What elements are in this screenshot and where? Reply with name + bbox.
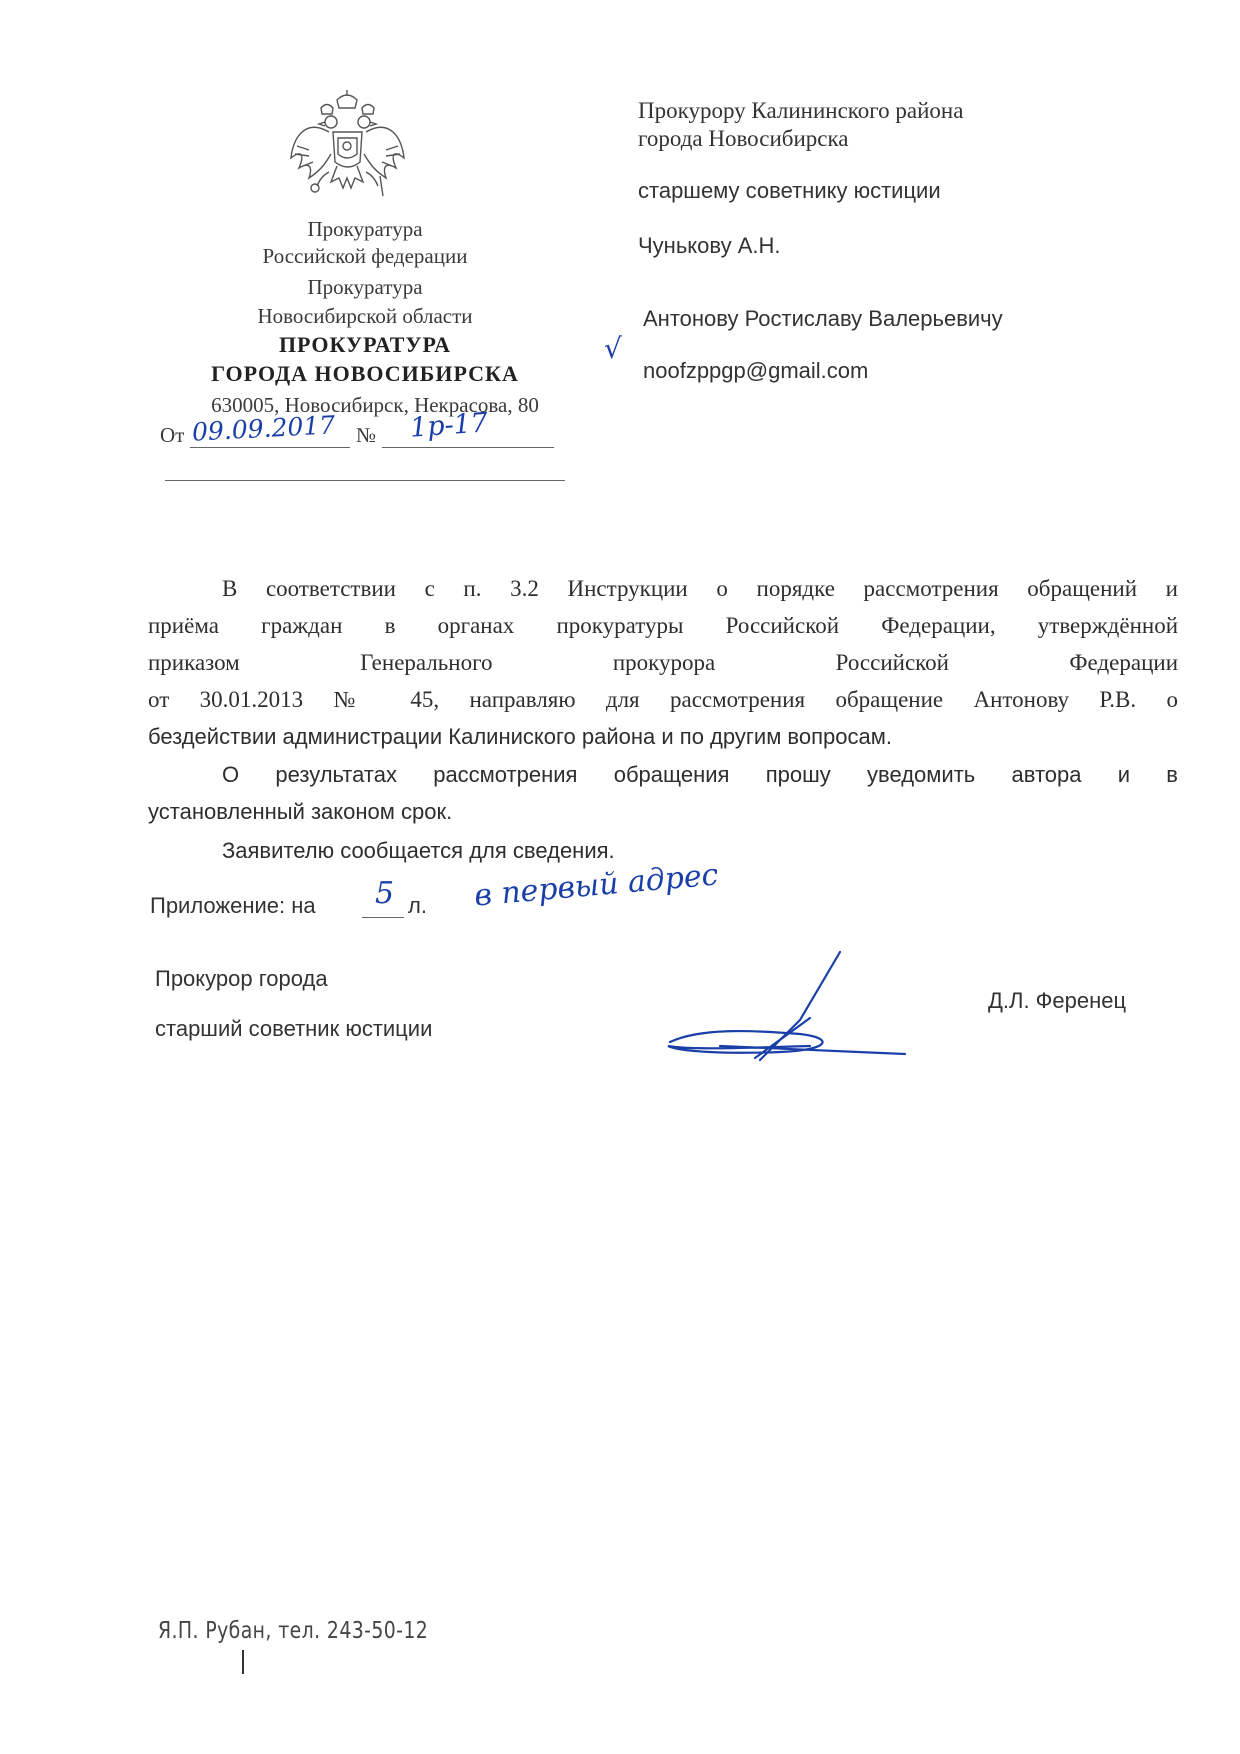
attachment-count: 5 (375, 876, 395, 911)
executor-contact: Я.П. Рубан, тел. 243-50-12 (158, 1618, 429, 1644)
body-p1-line-3: приказом Генерального прокурора Российской Федерации (148, 650, 1178, 675)
letterhead-blank-line (165, 480, 565, 481)
letterhead-org-bold-2: ГОРОДА НОВОСИБИРСКА (211, 361, 519, 386)
coat-of-arms-emblem (285, 88, 410, 213)
letterhead-line-2: Российской федерации (262, 244, 468, 268)
scan-mark (242, 1650, 244, 1674)
letterhead-address: 630005, Новосибирск, Некрасова, 80 (211, 393, 539, 417)
copy-recipient-email: noofzppgp@gmail.com (643, 358, 869, 383)
number-underline (382, 447, 554, 448)
addressee-line-2: города Новосибирска (638, 126, 849, 151)
number-handwritten: 1р-17 (409, 407, 489, 444)
addressee-line-1: Прокурору Калининского района (638, 98, 964, 123)
check-mark-icon: √ (604, 332, 622, 365)
body-p2-line-1: О результатах рассмотрения обращения прошу уведомить автора и в (222, 762, 1178, 787)
body-p1-line-5: бездействии администрации Калиниского района и по другим вопросам. (148, 724, 892, 749)
addressee-name: Чунькову А.Н. (638, 233, 781, 258)
attachment-count-underline (362, 917, 404, 918)
copy-recipient: Антонову Ростиславу Валерьевичу (643, 306, 1003, 331)
addressee-rank: старшему советнику юстиции (638, 178, 941, 203)
attachment-handwritten-note: в первый адрес (472, 857, 720, 914)
attachment-label: Приложение: на (150, 893, 316, 918)
attachment-unit: л. (408, 893, 427, 918)
letterhead-line-4: Новосибирской области (257, 304, 473, 328)
date-underline (190, 447, 350, 448)
body-p1-line-2: приёма граждан в органах прокуратуры Российской Федерации, утверждённой (148, 613, 1178, 638)
number-prefix: № (356, 423, 377, 447)
date-prefix: От (160, 423, 185, 447)
body-p3: Заявителю сообщается для сведения. (222, 838, 615, 863)
signatory-position-2: старший советник юстиции (155, 1016, 433, 1041)
letterhead-line-3: Прокуратура (307, 275, 423, 299)
signatory-name: Д.Л. Ференец (988, 988, 1127, 1013)
letterhead-org-bold-1: ПРОКУРАТУРА (278, 332, 452, 357)
body-p1-line-4: от 30.01.2013 № 45, направляю для рассмотрения обращение Антонову Р.В. о (148, 687, 1178, 712)
letterhead-line-1: Прокуратура (307, 217, 423, 241)
body-p2-line-2: установленный законом срок. (148, 799, 453, 824)
date-handwritten: 09.09.2017 (191, 410, 336, 447)
body-p1-line-1: В соответствии с п. 3.2 Инструкции о порядке рассмотрения обращений и (222, 576, 1178, 601)
handwritten-signature (660, 950, 910, 1070)
signatory-position-1: Прокурор города (155, 966, 328, 991)
